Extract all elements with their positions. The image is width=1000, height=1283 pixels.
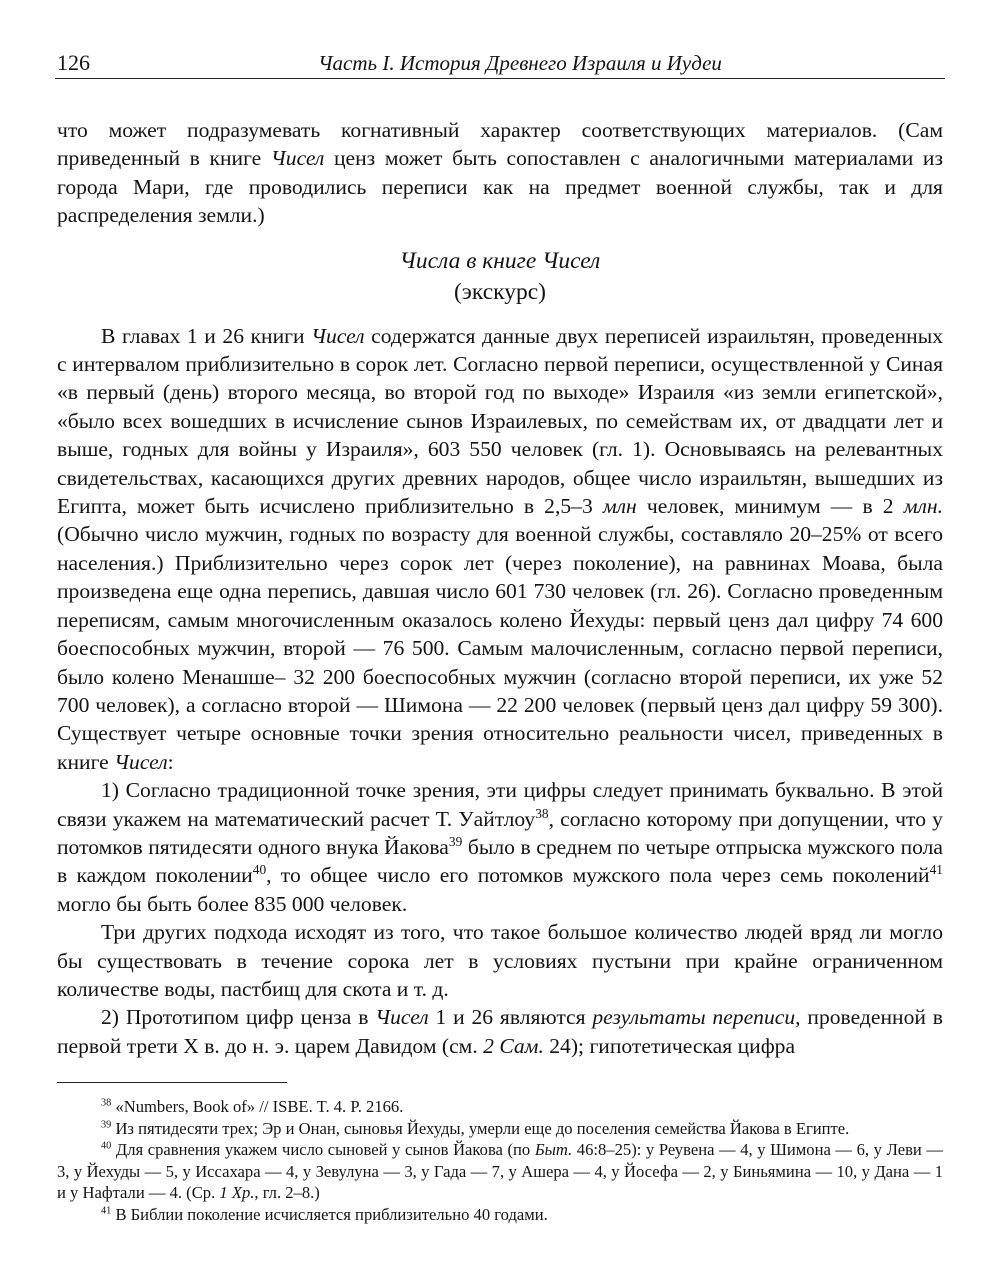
text-run: : [167,749,174,774]
header-rule [55,78,945,79]
intro-paragraph [57,116,943,230]
footnotes [57,1096,943,1226]
footnote-text: Для сравнения укажем число сыновей у сынов Йакова (по [115,1140,535,1160]
footnote-rule [57,1082,287,1083]
text-run: содержатся данные двух переписей израильтян, проведенных с интервалом приблизительно в сорок лет. Согласно первой переписи, осуществленной у Синая «в первый (день) второго месяца, во второй год по выходе» Израиля «из земли египетской», «было всех вошедших в исчисление сынов Израилевых, по семействам их, от двадцати лет и выше, годных для войны у Израиля», 603 550 человек (гл. 1). Основываясь на релевантных свидетельствах, касающихся других древних народов, общее число израильтян, вышедших из Египта, может быть исчислено приблизительно в 2,5–3 [57,323,943,519]
italic-run: Чисел [311,323,365,348]
section-heading [57,246,943,308]
footnote-39 [57,1118,943,1140]
paragraph-censuses [57,322,943,777]
italic-run: Чисел [114,749,168,774]
main-text [57,116,943,1060]
page-header [55,48,945,80]
footnote-40 [57,1139,943,1204]
italic-run: результаты переписи, [592,1005,801,1030]
footnote-ref[interactable]: 39 [448,833,463,849]
section-title: Числа в книге Чисел [399,247,601,274]
italic-run: млн. [903,494,943,519]
italic-run: млн [602,494,637,519]
footnote-ref[interactable]: 41 [929,862,943,878]
footnote-number: 39 [101,1119,112,1131]
footnote-number: 38 [101,1097,112,1109]
text-run: 2) Прототипом цифр ценза в [101,1005,376,1030]
text-run: 24); гипотетическая цифра [543,1033,796,1058]
text-run: 1) Согласно традиционной точке зрения, эти цифры следует принимать буквально. В этой связи укажем на математический расчет Т. Уайтлоу [57,778,943,831]
text-run: что может подразумевать когнативный характер соответствующих материалов. (Сам приведенный в книге [57,118,943,171]
footnote-number: 40 [101,1140,112,1152]
footnote-ref[interactable]: 40 [252,862,267,878]
italic-run: Чисел [375,1005,429,1030]
text-run: , согласно которому при допущении, что у потомков пятидесяти одного внука Йакова [57,806,943,859]
italic-run: Чисел [270,146,325,171]
paragraph-traditional-view [57,776,943,918]
italic-run: 2 Сам. [483,1033,544,1058]
paragraph-other-approaches: Три других подхода исходят из того, что такое большое количество людей вряд ли могло бы существовать в течение сорока лет в условиях пустыни при крайне ограниченном количестве воды, пастбищ для скота и т. д. [57,920,943,1001]
text-run: могло бы быть более 835 000 человек. [57,891,408,916]
footnote-ref[interactable]: 38 [535,805,549,821]
footnote-38 [57,1096,943,1118]
paragraph-prototype [57,1003,943,1060]
text-run: (Обычно число мужчин, годных по возрасту для военной службы, составляло 20–25% от всего населения.) Приблизительно через сорок лет (через поколение), на равнинах Моава, была произведена еще одна перепись, давшая число 601 730 человек (гл. 26). Согласно проведенным переписям, самым многочисленным оказалось колено Йехуды: первый ценз дал цифру 74 600 боеспособных мужчин, второй — 76 500. Самым малочисленным, согласно первой переписи, было колено Менашше– 32 200 боеспособных мужчин (согласно второй переписи, их уже 52 700 человек), а согласно второй — Шимона — 22 200 человек (первый ценз дал цифру 59 300). Существует четыре основные точки зрения относительно реальности чисел, приведенных в книге [57,522,943,774]
footnote-text: «Numbers, Book of» // ISBE. T. 4. P. 2166. [115,1097,404,1116]
footnote-text: , гл. 2–8.) [254,1183,320,1203]
italic-run: 1 Хр. [219,1183,255,1203]
text-run: В главах 1 и 26 книги [101,323,312,348]
text-run: 1 и 26 являются [428,1005,593,1030]
italic-run: Быт. [534,1140,573,1160]
text-run: проведенной в первой трети X в. до н. э. царем Давидом (см. [57,1005,943,1058]
footnote-text: 46:8–25): у Реувена — 4, у Шимона — 6, у Леви — 3, у Йехуды — 5, у Иссахара — 4, у Зевулуна — 3, у Гада — 7, у Ашера — 4, у Йосефа — 2, у Биньямина — 10, у Дана — 1 и у Нафтали — 4. (Ср. [57,1140,943,1203]
footnote-text: Из пятидесяти трех; Эр и Онан, сыновья Йехуды, умерли еще до поселения семейства Йакова в Египте. [115,1118,850,1138]
footnote-number: 41 [101,1205,112,1217]
text-run: было в среднем по четыре отпрыска мужского пола в каждом поколении [57,834,943,888]
footnote-text: В Библии поколение исчисляется приблизительно 40 годами. [115,1204,548,1224]
footnote-41 [57,1204,943,1226]
page-number: 126 [57,50,90,75]
text-run: ценз может быть сопоставлен с аналогичными материалами из города Мари, где проводились переписи как на предмет военной службы, так и для распределения земли.) [57,146,943,228]
running-title: Часть I. История Древнего Израиля и Иудеи [318,51,722,75]
section-subtitle: (экскурс) [453,278,546,305]
text-run: человек, минимум — в 2 [636,494,904,519]
text-run: , то общее число его потомков мужского пола через семь поколений [266,863,930,888]
